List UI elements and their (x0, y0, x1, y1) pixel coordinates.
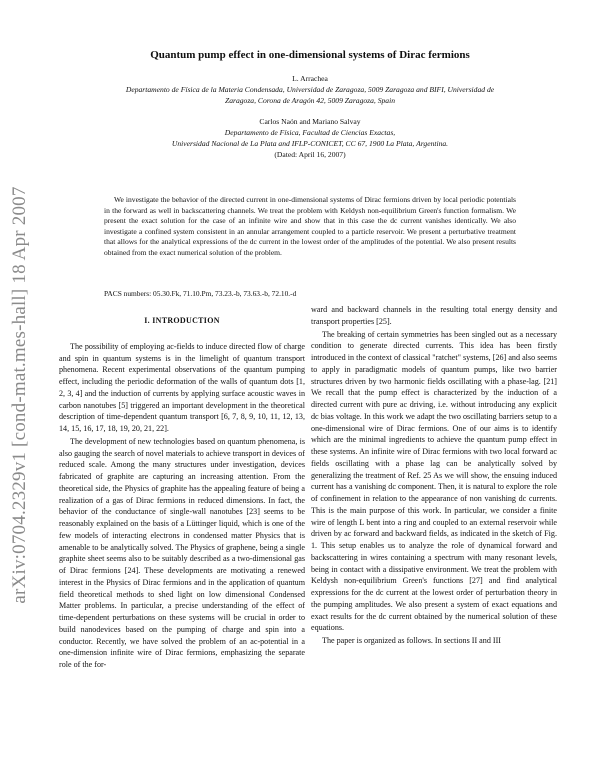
intro-paragraph-2: The development of new technologies based on quantum phenomena, is also gauging the search of novel materials to achieve transport in devices of reduced scale. Among the many structures under investigation, devices fabricated of graphite are capturing an increasing attention. From the theoretical side, the Physics of graphite has the appealing feature of being a realization of a gas of Dirac fermions in reduced dimensions. In fact, the behavior of the conductance of single-wall nanotubes [23] seems to be reasonably explained on the basis of a Lüttinger liquid, which is one of the few models of interacting electrons in condensed matter Physics that is amenable to be analytically solved. The Physics of graphene, being a single graphite sheet seems also to be suitably described as a two-dimensional gas of Dirac fermions [24]. These developments are motivating a renewed interest in the Physics of Dirac fermions and in the application of quantum field theoretical methods to shed light on low dimensional Condensed Matter problems. In particular, a precise understanding of the effect of time-dependent perturbations on these systems will be crucial in order to build nanodevices based on the pumping of charge and spin into a conductor. Recently, we have solved the problem of an ac-potential in a one-dimension infinite wire of Dirac fermions, emphasizing the separate role of the for- (59, 436, 305, 669)
abstract: We investigate the behavior of the directed current in one-dimensional systems of Dirac fermions driven by local periodic potentials in the forward as well in backscattering channels. We treat the problem with Keldysh non-equilibrium Green's function formalism. We present the exact solution for the case of an infinite wire and show that in this case the dc current vanishes identically. We also investigate a confined system consistent in an annular arrangement coupled to a particle reservoir. We present a perturbative treatment that allows for the analytical expressions of the dc current in the lowest order of the amplitudes of the potential. We also present results obtained from the exact numerical solution of the problem. (104, 195, 516, 257)
paper-title: Quantum pump effect in one-dimensional systems of Dirac fermions (150, 49, 470, 61)
author-arrachea: L. Arrachea (292, 74, 328, 83)
left-column (59, 315, 305, 671)
intro-paragraph-2-continued: ward and backward channels in the resulting total energy density and transport properties [25]. (311, 305, 557, 326)
affiliation-la-plata-line2: Universidad Nacional de La Plata and IFLP-CONICET, CC 67, 1900 La Plata, Argentina. (171, 139, 449, 148)
intro-paragraph-1: The possibility of employing ac-fields to induce directed flow of charge and spin in quantum systems is in the limelight of quantum transport phenomena. Recent experimental observations of the quantum pumping effect, including the periodic deformation of the walls of quantum dots [1, 2, 3, 4] and the induction of currents by applying surface acoustic waves in carbon nanotubes [5] triggered an important development in the theoretical description of time-dependent quantum transport [6, 7, 8, 9, 10, 11, 12, 13, 14, 15, 16, 17, 18, 19, 20, 21, 22]. (59, 341, 305, 433)
dated: (Dated: April 16, 2007) (274, 150, 346, 159)
affiliation-zaragoza: Departamento de Física de la Materia Condensada, Universidad de Zaragoza, 5009 Zaragoza and BIFI, Universidad de Zaragoza, Corona de Aragón 42, 5009 Zaragoza, Spain (125, 85, 495, 105)
pacs-numbers: PACS numbers: 05.30.Fk, 71.10.Pm, 73.23.-b, 73.63.-b, 72.10.-d (104, 289, 297, 298)
section-heading: I. INTRODUCTION (144, 316, 220, 325)
arxiv-sidebar-stamp (0, 0, 40, 776)
intro-paragraph-3: The breaking of certain symmetries has been singled out as a necessary condition to generate directed currents. This idea has been firstly introduced in the context of classical "ratchet" systems, [26] and also seems to apply in paradigmatic models of quantum pumps, like two barrier structures driven by two harmonic fields oscillating with a phase-lag. [21] We recall that the pump effect is characterized by the induction of a directed current with pure ac driving, i.e. without introducing any explicit dc bias voltage. In this work we adapt the two oscillating barriers setup to a one-dimensional wire of Dirac fermions. One of our aims is to identify which are the minimal ingredients to achieve the quantum pump effect in these systems. An infinite wire of Dirac fermions with two local forward ac fields oscillating with a phase lag can be analytically solved by generalizing the treatment of Ref. 25 As we will show, the ensuing induced current has a vanishing dc component. Then, it is natural to explore the role of confinement in relation to the appearance of non vanishing dc currents. This is the main purpose of this work. In particular, we consider a finite wire of length L bent into a ring and coupled to an external reservoir while driven by ac forward and backward fields, as indicated in the sketch of Fig. 1. This setup enables us to analyze the role of dynamical forward and backscattering in wires containing a spectrum with many resonant levels, being in contact with a dissipative environment. We treat the problem with Keldysh non-equilibrium Green's functions [27] and find analytical expressions for the dc current at the lowest order of perturbation theory in the pumping amplitudes. We also present a system of exact equations and exact results for the dc current obtained by the numerical solution of these equations. (311, 329, 557, 633)
authors-naon-salvay: Carlos Naón and Mariano Salvay (259, 117, 361, 126)
right-column (311, 304, 557, 647)
arxiv-id: arXiv:0704.2329v1 [cond-mat.mes-hall] 18 Apr 2007 (9, 186, 30, 604)
intro-paragraph-4: The paper is organized as follows. In sections II and III (322, 636, 501, 645)
affiliation-la-plata-line1: Departamento de Física, Facultad de Ciencias Exactas, (224, 128, 396, 137)
